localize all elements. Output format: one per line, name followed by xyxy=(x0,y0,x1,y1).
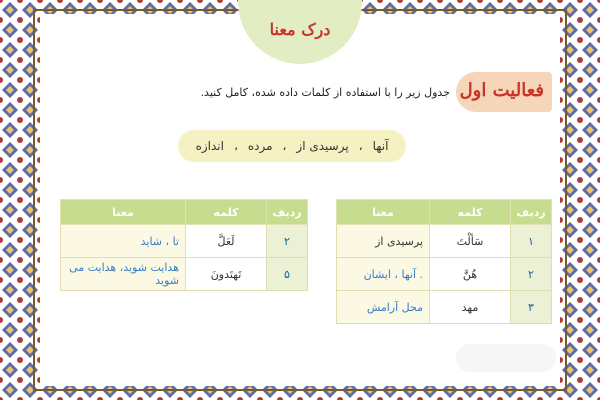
row-word: لَعَلَّ xyxy=(186,225,267,258)
header-meaning: معنا xyxy=(61,200,186,225)
row-number: ۲ xyxy=(511,258,552,291)
table-header-row xyxy=(337,200,552,225)
separator: ، xyxy=(358,139,363,153)
table-header-row xyxy=(61,200,308,225)
row-meaning: هدایت شوید، هدایت می شوید xyxy=(61,258,186,291)
table-row xyxy=(337,258,552,291)
row-meaning: . آنها ، ایشان xyxy=(337,258,430,291)
row-number: ۱ xyxy=(511,225,552,258)
table-row xyxy=(61,258,308,291)
table-row xyxy=(61,225,308,258)
vocab-table-left xyxy=(60,199,308,291)
table-row xyxy=(337,291,552,324)
separator: ، xyxy=(282,139,287,153)
watermark xyxy=(456,344,556,372)
activity-badge-label: فعالیت اول xyxy=(459,80,544,101)
word-bank-item: مرده xyxy=(247,139,273,153)
row-meaning: محل آرامش xyxy=(337,291,430,324)
vocab-table-right xyxy=(336,199,552,324)
header-row-number: ردیف xyxy=(267,200,308,225)
word-bank xyxy=(178,130,406,162)
separator: ، xyxy=(233,139,238,153)
header-row-number: ردیف xyxy=(511,200,552,225)
word-bank-item: اندازه xyxy=(195,139,224,153)
row-word: هُنَّ xyxy=(430,258,511,291)
page-title: درک معنا xyxy=(269,20,331,39)
word-bank-item: پرسیدی از xyxy=(296,139,349,153)
header-meaning: معنا xyxy=(337,200,430,225)
row-number: ۳ xyxy=(511,291,552,324)
header-word: کلمه xyxy=(186,200,267,225)
row-number: ۵ xyxy=(267,258,308,291)
row-meaning: تا ، شاید xyxy=(61,225,186,258)
row-word: مهد xyxy=(430,291,511,324)
instruction-text: جدول زیر را با استفاده از کلمات داده شده، کامل کنید. xyxy=(200,86,450,99)
row-meaning: پرسیدی از xyxy=(337,225,430,258)
row-number: ۲ xyxy=(267,225,308,258)
table-row xyxy=(337,225,552,258)
row-word: سَألْتَ xyxy=(430,225,511,258)
row-word: تَهتَدونَ xyxy=(186,258,267,291)
header-word: کلمه xyxy=(430,200,511,225)
word-bank-item: آنها xyxy=(372,139,389,153)
